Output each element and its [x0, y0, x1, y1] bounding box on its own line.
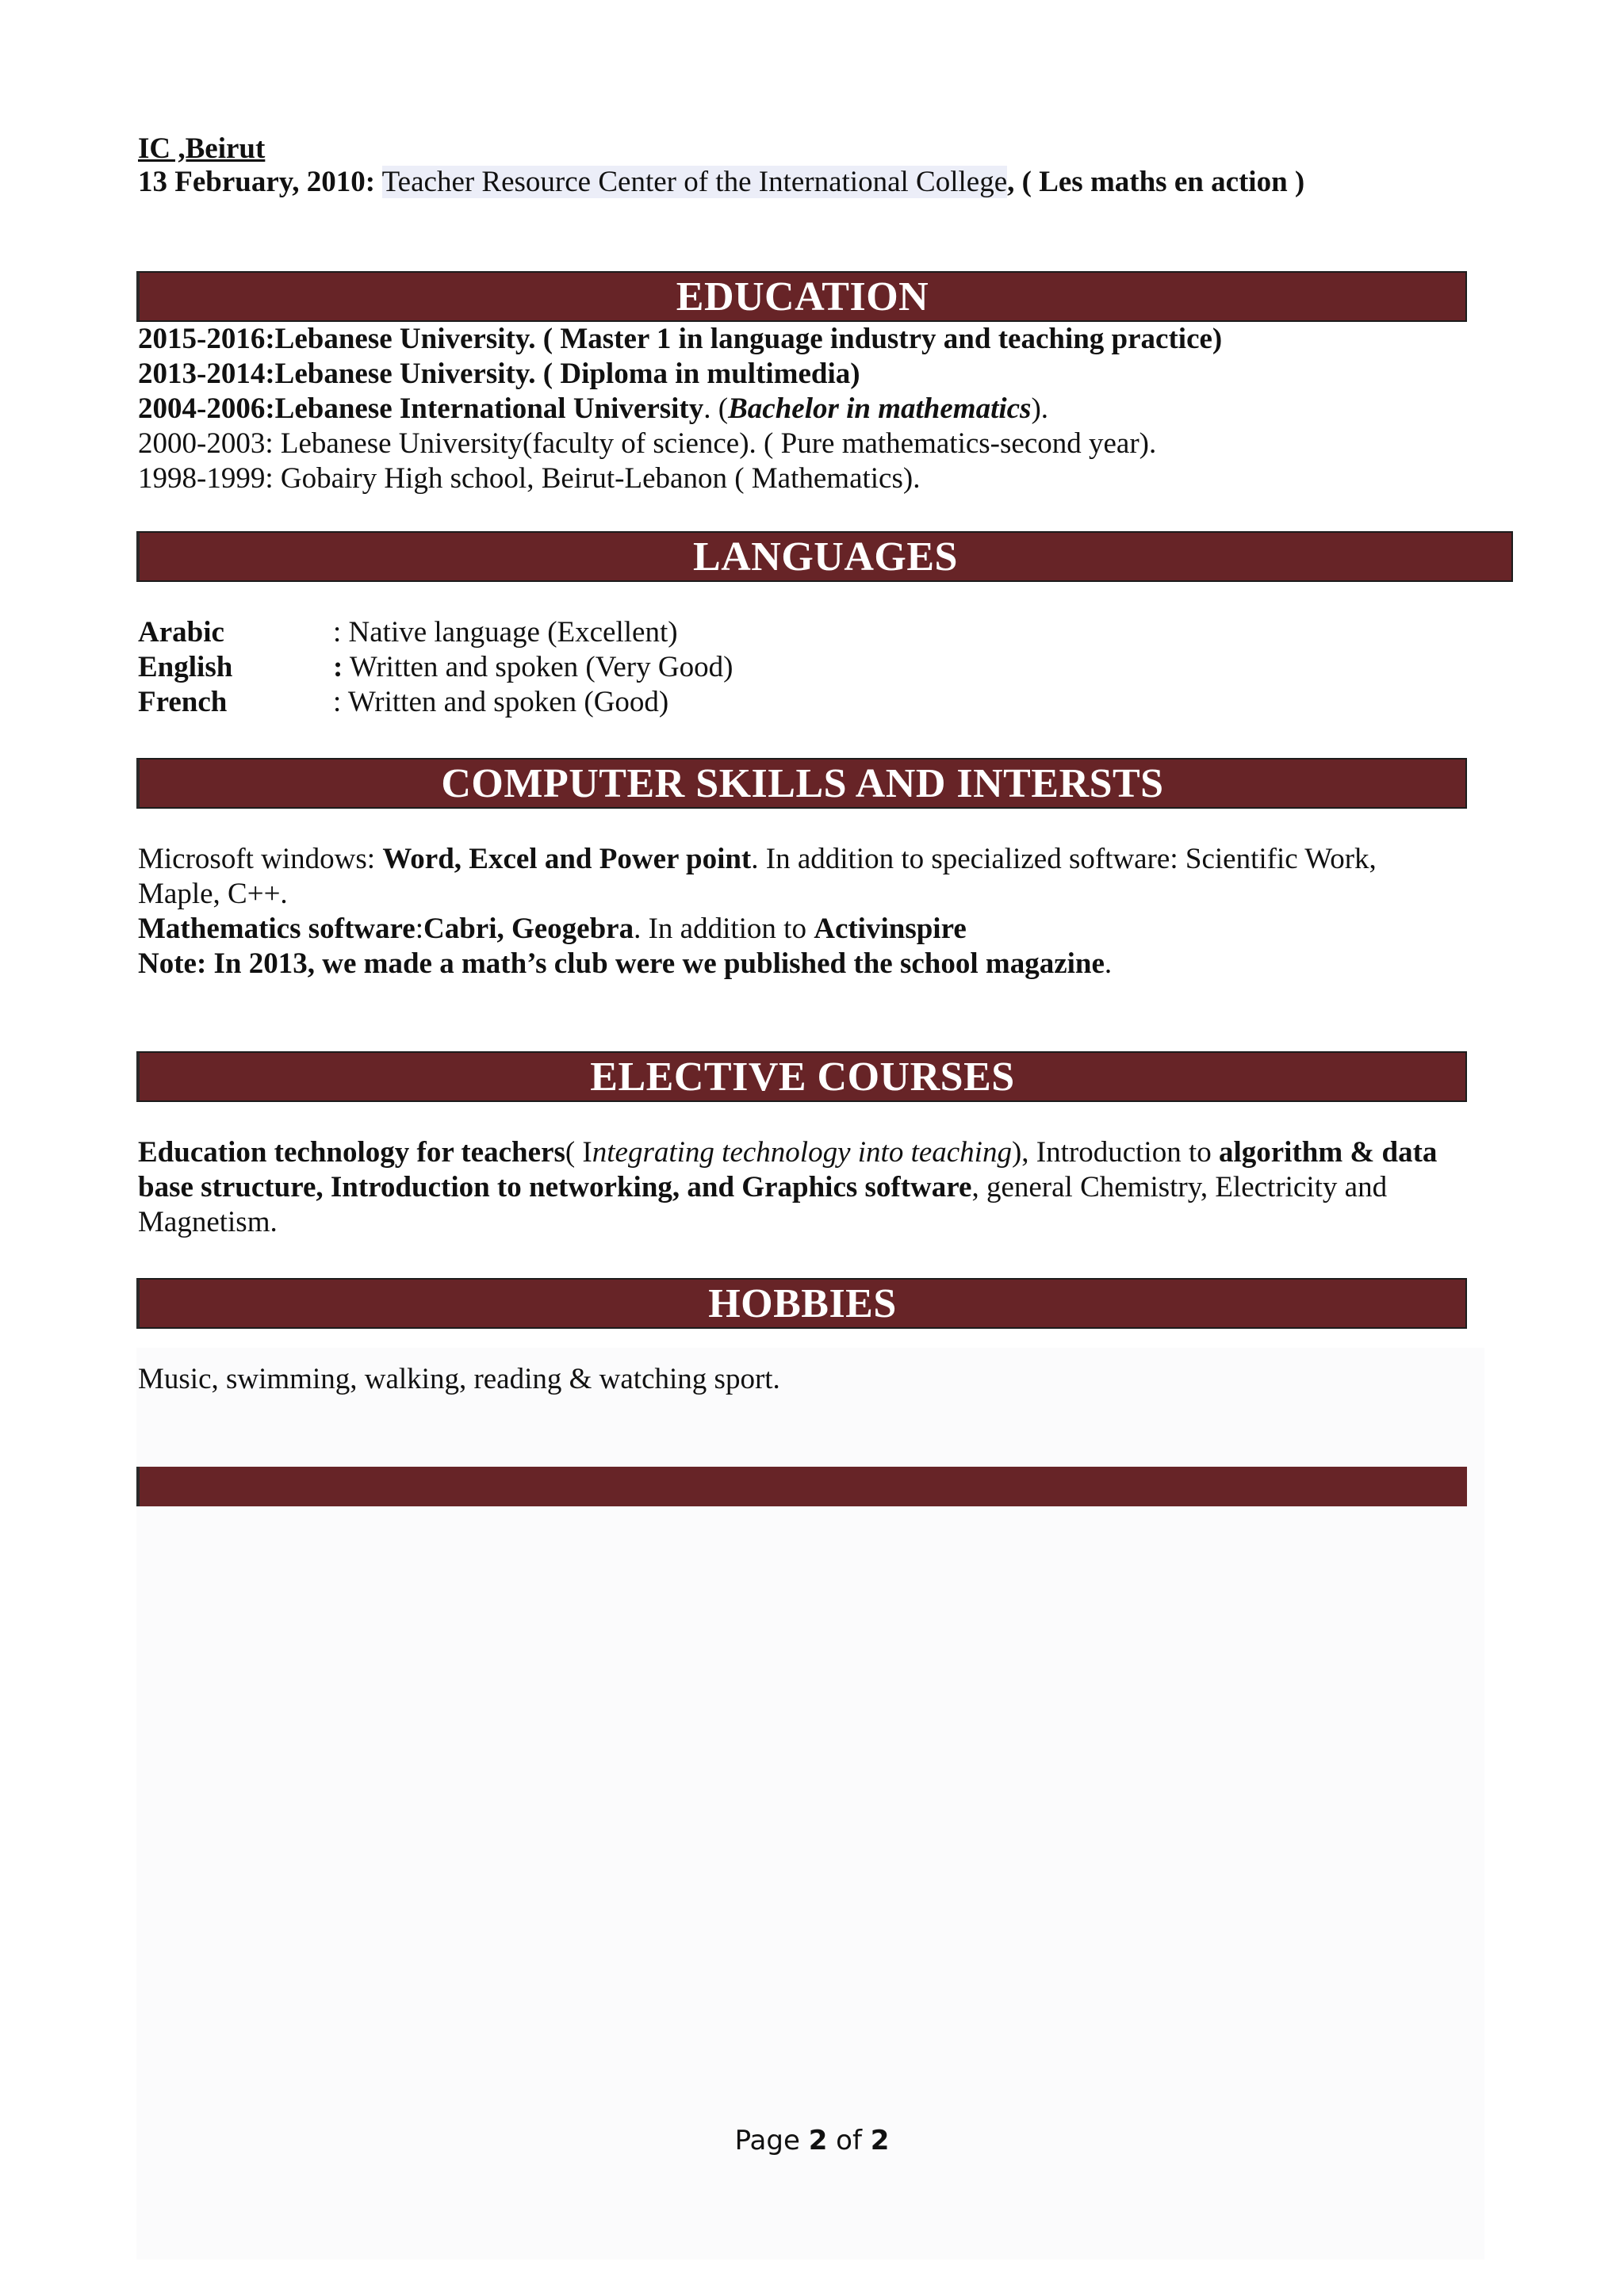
note-line: Note: In 2013, we made a math’s club were we published the school magazine. — [138, 947, 1113, 980]
event-date: 13 February, 2010: — [138, 166, 376, 198]
education-years: 2015-2016: — [138, 323, 275, 355]
education-list — [138, 322, 1222, 496]
education-entry — [138, 357, 1222, 392]
elective-line: Magnetism. — [138, 1206, 278, 1238]
page-number: Page 2 of 2 — [734, 2125, 890, 2156]
education-text: Lebanese University. ( Diploma in multimedia) — [274, 358, 860, 390]
education-entry: 1998-1999: Gobairy High school, Beirut-Lebanon ( Mathematics). — [138, 462, 921, 495]
language-name: French — [138, 686, 228, 718]
elective-line: Education technology for teachers( Integrating technology into teaching), Introduction to algorithm & data — [138, 1136, 1438, 1169]
language-level: : Written and spoken (Very Good) — [333, 651, 733, 683]
languages-banner: LANGUAGES — [136, 531, 1513, 582]
education-degree: Bachelor in mathematics — [728, 392, 1032, 425]
computer-skills-text — [138, 842, 1470, 982]
math-software-line: Mathematics software:Cabri, Geogebra. In addition to Activinspire — [138, 913, 967, 945]
location-heading: IC ,Beirut — [138, 132, 266, 165]
language-level: : Native language (Excellent) — [333, 616, 678, 649]
language-name: English — [138, 651, 233, 683]
computer-skills-banner: COMPUTER SKILLS AND INTERSTS — [136, 758, 1467, 809]
hobbies-text: Music, swimming, walking, reading & watching sport. — [138, 1363, 780, 1395]
skills-line: Microsoft windows: Word, Excel and Power point. In addition to specialized software: Scientific Work, — [138, 843, 1377, 875]
education-school: Lebanese International University — [274, 392, 704, 425]
event-workshop: ( Les maths en action ) — [1021, 166, 1305, 198]
skills-line: Maple, C++. — [138, 878, 288, 910]
elective-line: base structure, Introduction to networking, and Graphics software, general Chemistry, Electricity and — [138, 1171, 1388, 1203]
elective-courses-banner: ELECTIVE COURSES — [136, 1051, 1467, 1102]
hobbies-banner: HOBBIES — [136, 1278, 1467, 1329]
event-name: Teacher Resource Center of the International College — [381, 166, 1008, 198]
education-years: 2013-2014: — [138, 358, 275, 390]
education-years: 2004-2006: — [138, 392, 275, 425]
event-comma: , — [1007, 166, 1015, 198]
education-entry: 2000-2003: Lebanese University(faculty of science). ( Pure mathematics-second year). — [138, 427, 1157, 460]
education-text: Lebanese University. ( Master 1 in language industry and teaching practice) — [274, 323, 1223, 355]
empty-banner — [136, 1467, 1467, 1506]
education-entry — [138, 392, 1222, 427]
language-name: Arabic — [138, 616, 224, 649]
event-line — [138, 165, 1304, 200]
education-entry — [138, 322, 1222, 357]
elective-courses-text — [138, 1135, 1470, 1240]
education-pre: . ( — [703, 392, 729, 425]
language-level: : Written and spoken (Good) — [333, 686, 669, 718]
education-banner: EDUCATION — [136, 271, 1467, 322]
education-post: ). — [1031, 392, 1049, 425]
